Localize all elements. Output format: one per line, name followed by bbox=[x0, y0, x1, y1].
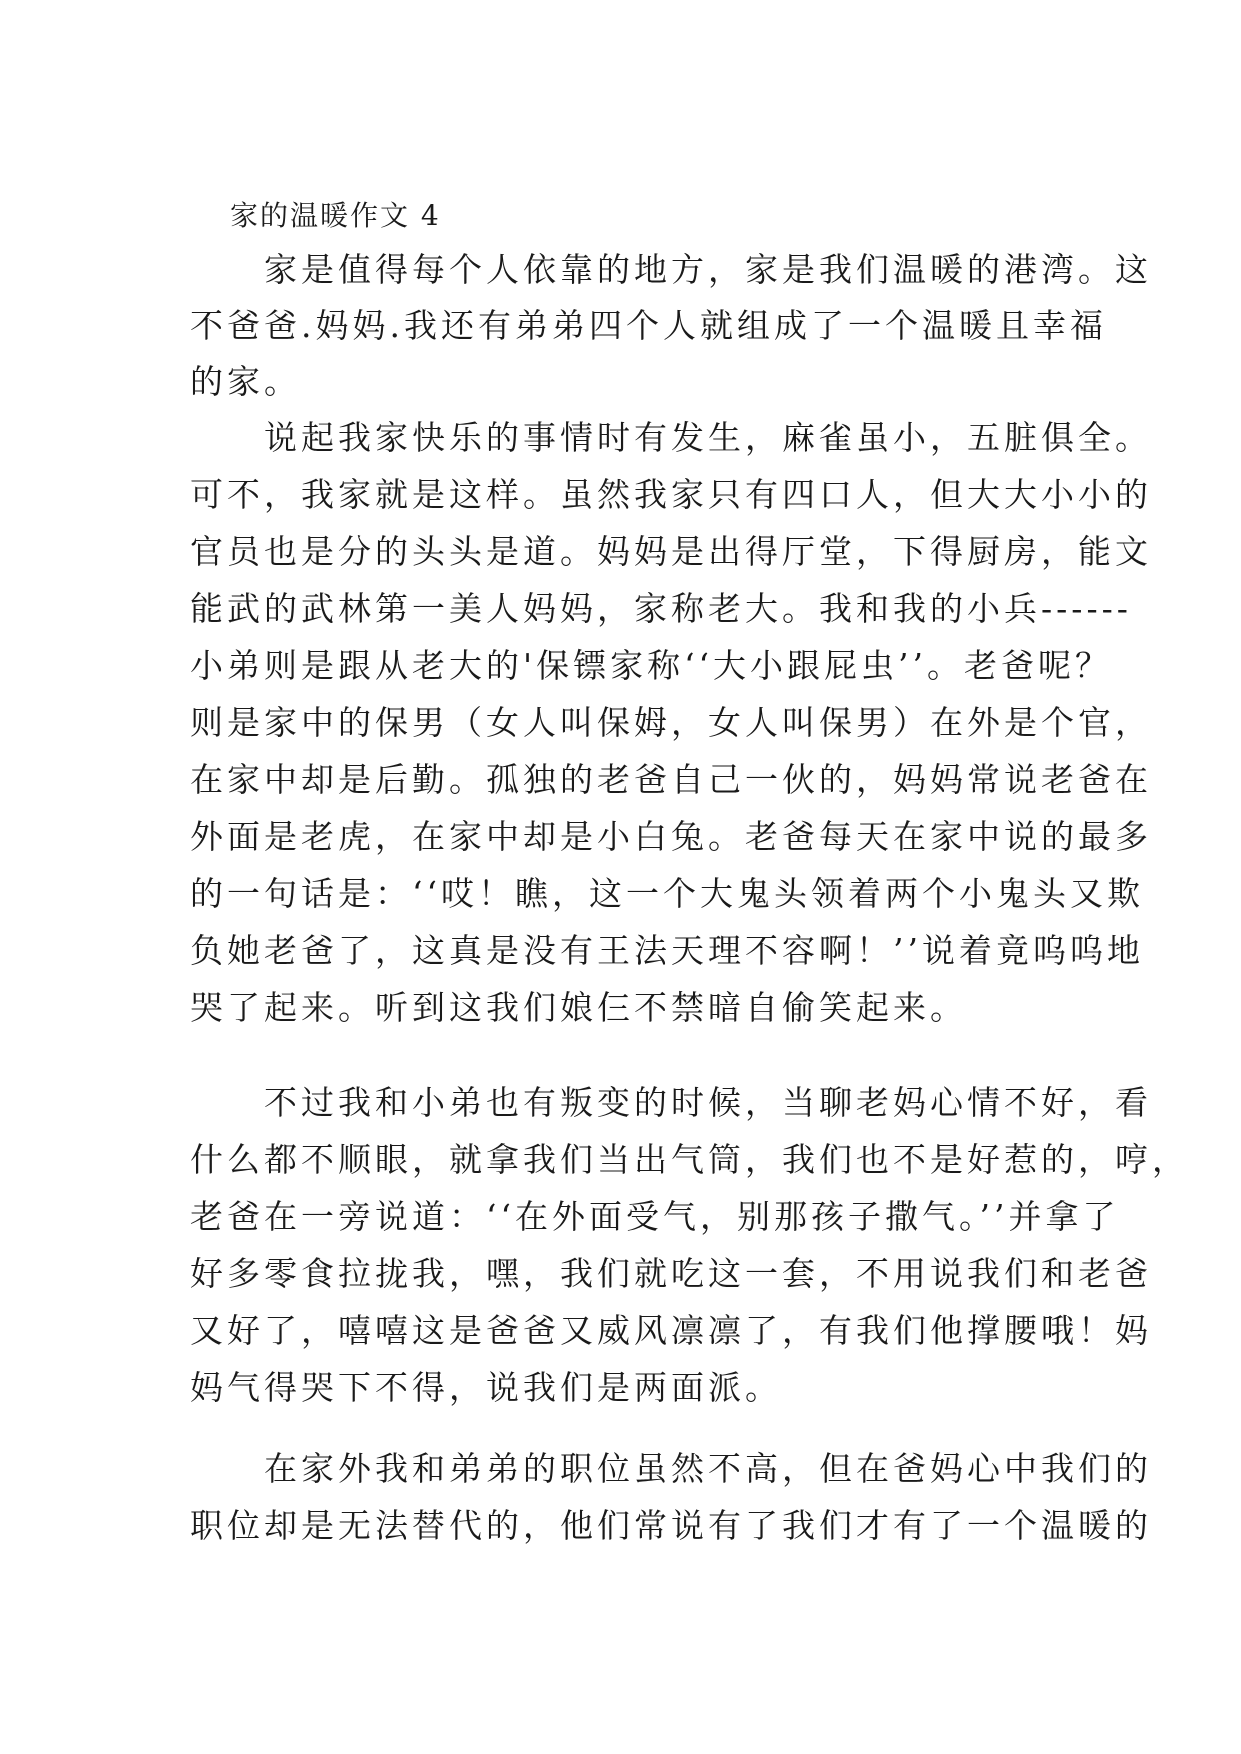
text-line-9: 则是家中的保男（女人叫保姆，女人叫保男）在外是个官， bbox=[190, 703, 1152, 742]
text-line-8: 小弟则是跟从老大的'保镖家称‘‘大小跟屁虫’’。老爸呢？ bbox=[190, 646, 1113, 685]
text-line-3: 的家。 bbox=[190, 362, 301, 401]
text-line-10: 在家中却是后勤。孤独的老爸自己一伙的，妈妈常说老爸在 bbox=[190, 760, 1152, 799]
text-line-22: 职位却是无法替代的，他们常说有了我们才有了一个温暖的 bbox=[190, 1506, 1152, 1545]
text-line-11: 外面是老虎，在家中却是小白兔。老爸每天在家中说的最多 bbox=[190, 817, 1152, 856]
text-line-13: 负她老爸了，这真是没有王法天理不容啊！’’说着竟呜呜地 bbox=[190, 931, 1144, 970]
text-line-15: 不过我和小弟也有叛变的时候，当聊老妈心情不好，看 bbox=[190, 1083, 1152, 1122]
text-line-17: 老爸在一旁说道：‘‘在外面受气，别那孩子撒气。’’并拿了 bbox=[190, 1197, 1120, 1236]
text-line-1: 家是值得每个人依靠的地方，家是我们温暖的港湾。这 bbox=[190, 250, 1152, 289]
text-line-7: 能武的武林第一美人妈妈，家称老大。我和我的小兵------ bbox=[190, 589, 1132, 628]
text-line-20: 妈气得哭下不得，说我们是两面派。 bbox=[190, 1368, 782, 1407]
text-line-16: 什么都不顺眼，就拿我们当出气筒，我们也不是好惹的，哼， bbox=[190, 1140, 1189, 1179]
text-line-12: 的一句话是：‘‘哎！瞧，这一个大鬼头领着两个小鬼头又欺 bbox=[190, 874, 1144, 913]
text-line-2: 不爸爸.妈妈.我还有弟弟四个人就组成了一个温暖且幸福 bbox=[190, 306, 1107, 345]
document-title: 家的温暖作文 4 bbox=[230, 199, 441, 232]
text-line-18: 好多零食拉拢我，嘿，我们就吃这一套，不用说我们和老爸 bbox=[190, 1254, 1152, 1293]
text-line-6: 官员也是分的头头是道。妈妈是出得厅堂，下得厨房，能文 bbox=[190, 532, 1152, 571]
text-line-4: 说起我家快乐的事情时有发生，麻雀虽小，五脏俱全。 bbox=[190, 418, 1152, 457]
text-line-21: 在家外我和弟弟的职位虽然不高，但在爸妈心中我们的 bbox=[190, 1449, 1152, 1488]
text-line-5: 可不，我家就是这样。虽然我家只有四口人，但大大小小的 bbox=[190, 475, 1152, 514]
text-line-14: 哭了起来。听到这我们娘仨不禁暗自偷笑起来。 bbox=[190, 988, 967, 1027]
text-line-19: 又好了，嘻嘻这是爸爸又威风凛凛了，有我们他撑腰哦！妈 bbox=[190, 1311, 1152, 1350]
